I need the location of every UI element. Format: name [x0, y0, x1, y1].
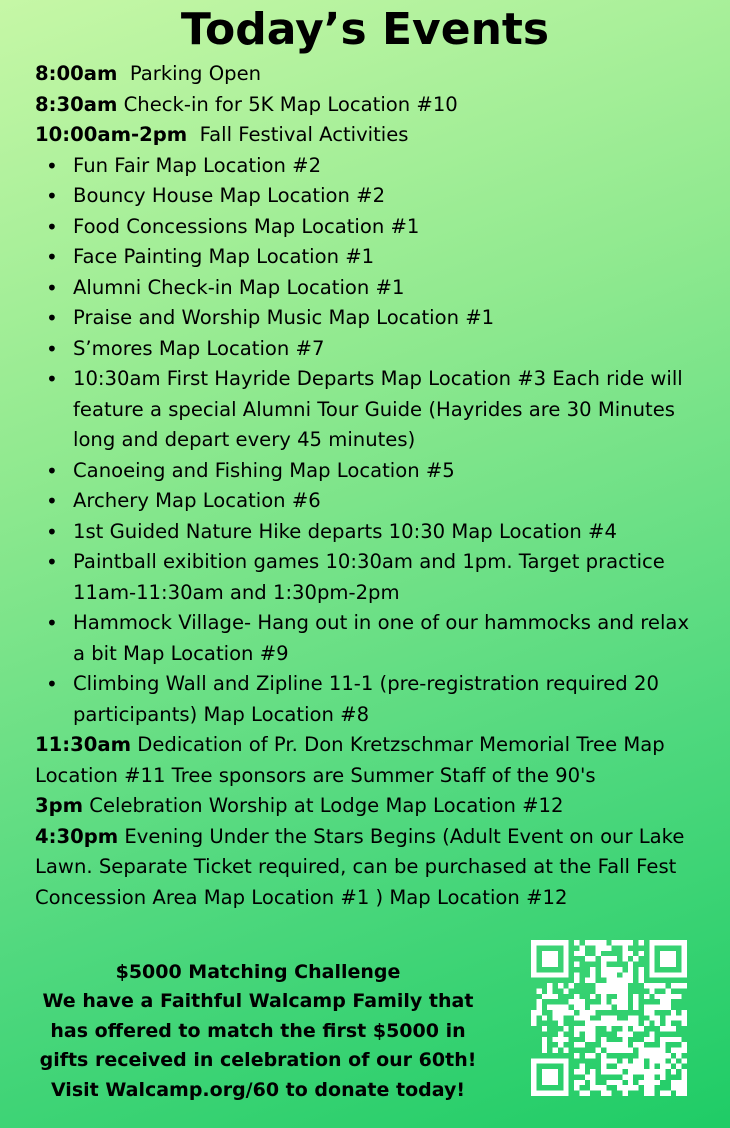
event-description: Fall Festival Activities [187, 123, 409, 146]
list-item: • Canoeing and Fishing Map Location #5 [35, 456, 705, 487]
event-time: 11:30am [35, 733, 132, 756]
list-item: • Praise and Worship Music Map Location #1 [35, 303, 705, 334]
list-item: • Paintball exibition games 10:30am and 1pm. Target practice 11am-11:30am and 1:30pm-2pm [35, 547, 705, 608]
list-item: • 1st Guided Nature Hike departs 10:30 Map Location #4 [35, 517, 705, 548]
event-parking [35, 59, 705, 90]
challenge-text: has offered to match the first $5000 in [50, 1019, 466, 1042]
list-item: • Climbing Wall and Zipline 11-1 (pre-registration required 20 participants) Map Location #8 [35, 669, 705, 730]
qr-code-icon[interactable] [531, 940, 687, 1096]
activity-list [35, 151, 705, 731]
list-item: • Face Painting Map Location #1 [35, 242, 705, 273]
list-item: • Archery Map Location #6 [35, 486, 705, 517]
event-description: Celebration Worship at Lodge Map Location #12 [83, 794, 564, 817]
list-item: • 10:30am First Hayride Departs Map Location #3 Each ride will feature a special Alumni Tour Guide (Hayrides are 30 Minutes long and depart every 45 minutes) [35, 364, 705, 456]
event-festival [35, 120, 705, 151]
challenge-text: We have a Faithful Walcamp Family that [42, 990, 474, 1013]
event-celebration [35, 791, 705, 822]
event-time: 8:30am [35, 92, 118, 116]
event-description: Evening Under the Stars Begins (Adult Event on our Lake Lawn. Separate Ticket required, can be purchased at the Fall Fest Concession Area Map Location #1 ) Map Location #12 [35, 824, 685, 909]
event-time: 8:00am [35, 62, 118, 85]
event-description: Parking Open [117, 62, 262, 85]
event-checkin [35, 90, 705, 121]
challenge-text: gifts received in celebration of our 60th! [39, 1049, 477, 1072]
event-description: Check-in for 5K Map Location #10 [117, 92, 458, 116]
matching-challenge [28, 958, 488, 1105]
list-item: • S’mores Map Location #7 [35, 334, 705, 365]
event-dedication [35, 730, 705, 791]
list-item: • Bouncy House Map Location #2 [35, 181, 705, 212]
events-schedule [35, 59, 705, 913]
event-description: Dedication of Pr. Don Kretzschmar Memorial Tree Map Location #11 Tree sponsors are Summer Staff of the 90's [35, 733, 665, 787]
challenge-heading: $5000 Matching Challenge [115, 961, 401, 983]
event-time: 10:00am-2pm [35, 123, 188, 146]
list-item: • Alumni Check-in Map Location #1 [35, 273, 705, 304]
event-time: 3pm [35, 794, 84, 817]
event-time: 4:30pm [35, 824, 119, 848]
list-item: • Food Concessions Map Location #1 [35, 212, 705, 243]
donate-link-text: Visit Walcamp.org/60 to donate today! [50, 1078, 466, 1101]
event-evening [35, 822, 705, 914]
page-title: Today’s Events [180, 4, 550, 55]
list-item: • Fun Fair Map Location #2 [35, 151, 705, 182]
list-item: • Hammock Village- Hang out in one of our hammocks and relax a bit Map Location #9 [35, 608, 705, 669]
